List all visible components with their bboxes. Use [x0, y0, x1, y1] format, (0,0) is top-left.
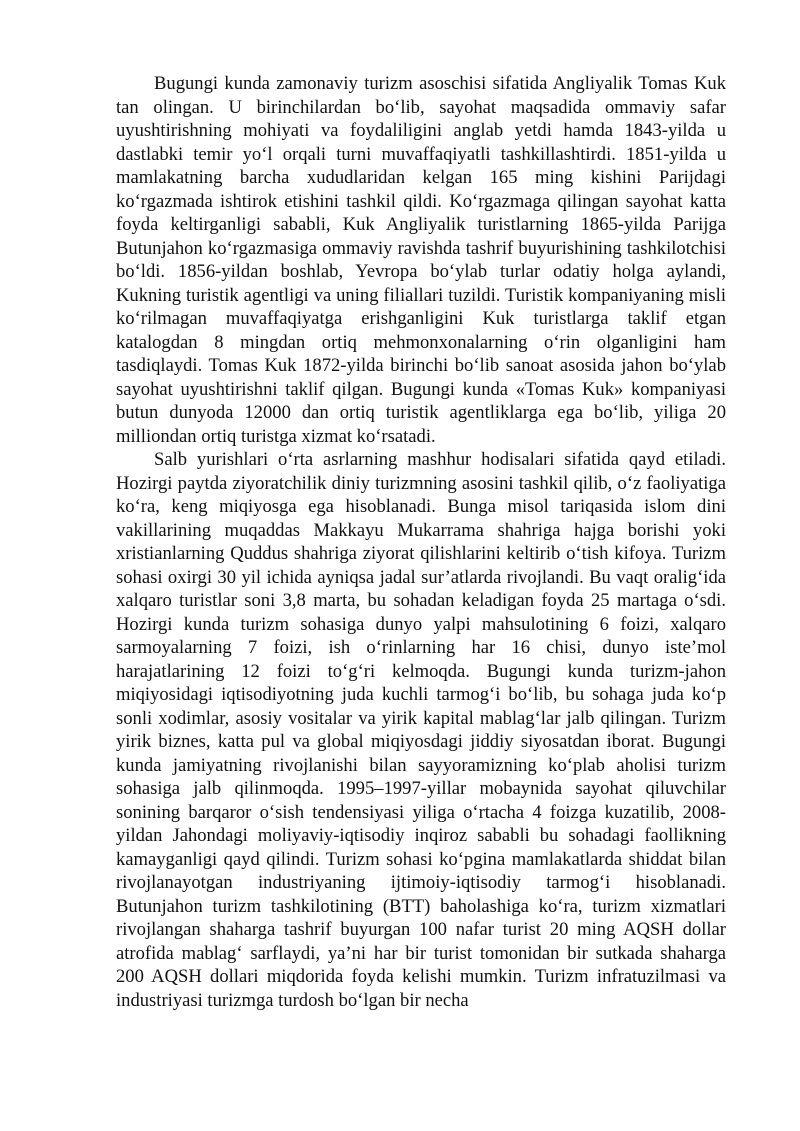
- paragraph-tourism-development: Salb yurishlari o‘rta asrlarning mashhur hodisalari sifatida qayd etiladi. Hozirgi paytda ziyoratchilik diniy turizmning asosini tashkil qilib, o‘z faoliyatiga ko‘ra, keng miqiyosga ega hisoblanadi. Bunga misol tariqasida islom dini vakillarining muqaddas Makkayu Mukarrama shahriga hajga borishi yoki xristianlarning Quddus shahriga ziyorat qilishlarini keltirib o‘tish kifoya. Turizm sohasi oxirgi 30 yil ichida ayniqsa jadal sur’atlarda rivojlandi. Bu vaqt oralig‘ida xalqaro turistlar soni 3,8 marta, bu sohadan keladigan foyda 25 martaga o‘sdi. Hozirgi kunda turizm sohasiga dunyo yalpi mahsulotining 6 foizi, xalqaro sarmoyalarning 7 foizi, ish o‘rinlarning har 16 chisi, dunyo iste’mol harajatlarining 12 foizi to‘g‘ri kelmoqda. Bugungi kunda turizm-jahon miqiyosidagi iqtisodiyotning juda kuchli tarmog‘i bo‘lib, bu sohaga juda ko‘p sonli xodimlar, asosiy vositalar va yirik kapital mablag‘lar jalb qilingan. Turizm yirik biznes, katta pul va global miqiyosdagi jiddiy siyosatdan iborat. Bugungi kunda jamiyatning rivojlanishi bilan sayyoramizning ko‘plab aholisi turizm sohasiga jalb qilinmoqda. 1995–1997-yillar mobaynida sayohat qiluvchilar sonining barqaror o‘sish tendensiyasi yiliga o‘rtacha 4 foizga kuzatilib, 2008- yildan Jahondagi moliyaviy-iqtisodiy inqiroz sababli bu sohadagi faollikning kamayganligi qayd qilindi. Turizm sohasi ko‘pgina mamlakatlarda shiddat bilan rivojlanayotgan industriyaning ijtimoiy-iqtisodiy tarmog‘i hisoblanadi. Butunjahon turizm tashkilotining (BTT) baholashiga ko‘ra, turizm xizmatlari rivojlangan shaharga tashrif buyurgan 100 nafar turist 20 ming AQSH dollar atrofida mablag‘ sarflaydi, ya’ni har bir turist tomonidan bir sutkada shaharga 200 AQSH dollari miqdorida foyda kelishi mumkin. Turizm infratuzilmasi va industriyasi turizmga turdosh bo‘lgan bir necha: [116, 449, 726, 1011]
- paragraph-thomas-cook: Bugungi kunda zamonaviy turizm asoschisi sifatida Angliyalik Tomas Kuk tan olingan. U birinchilardan bo‘lib, sayohat maqsadida ommaviy safar uyushtirishning mohiyati va foydaliligini anglab yetdi hamda 1843-yilda u dastlabki temir yo‘l orqali turni muvaffaqiyatli tashkillashtirdi. 1851-yilda u mamlakatning barcha xududlaridan kelgan 165 ming kishini Parijdagi ko‘rgazmada ishtirok etishini tashkil qildi. Ko‘rgazmaga qilingan sayohat katta foyda keltirganligi sababli, Kuk Angliyalik turistlarning 1865-yilda Parijga Butunjahon ko‘rgazmasiga ommaviy ravishda tashrif buyurishining tashkilotchisi bo‘ldi. 1856-yildan boshlab, Yevropa bo‘ylab turlar odatiy holga aylandi, Kukning turistik agentligi va uning filiallari tuzildi. Turistik kompaniyaning misli ko‘rilmagan muvaffaqiyatga erishganligini Kuk turistlarga taklif etgan katalogdan 8 mingdan ortiq mehmonxonalarning o‘rin olganligini ham tasdiqlaydi. Tomas Kuk 1872-yilda birinchi bo‘lib sanoat asosida jahon bo‘ylab sayohat uyushtirishni taklif qilgan. Bugungi kunda «Tomas Kuk» kompaniyasi butun dunyoda 12000 dan ortiq turistik agentliklarga ega bo‘lib, yiliga 20 milliondan ortiq turistga xizmat ko‘rsatadi.: [116, 73, 726, 447]
- document-page: [116, 72, 726, 1012]
